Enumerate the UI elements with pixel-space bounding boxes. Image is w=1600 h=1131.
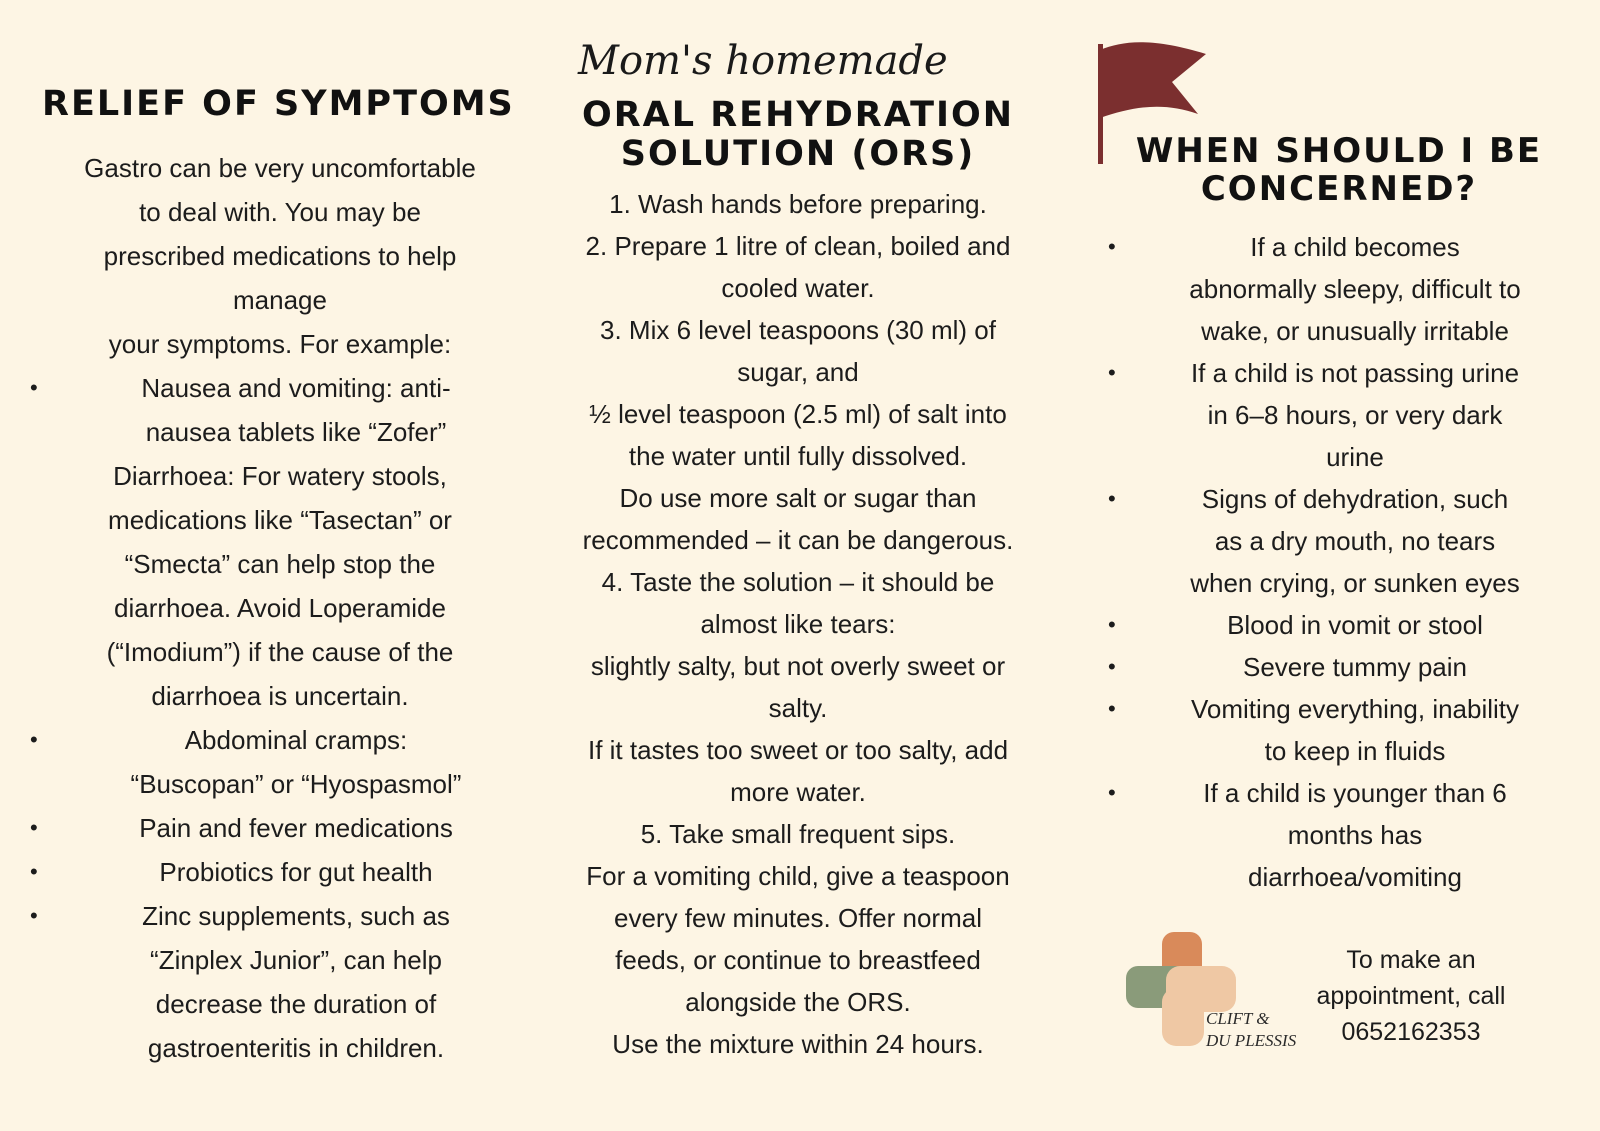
bullet-dot: • [30, 815, 38, 840]
diarrhoea-line: Diarrhoea: For watery stools, [113, 461, 447, 491]
bullet-text: Signs of dehydration, such [1201, 484, 1509, 514]
bullet-dot: • [1108, 486, 1116, 511]
bullet-dot: • [30, 903, 38, 928]
logo-wordmark [1206, 1008, 1296, 1052]
bullet-text: months has [1287, 820, 1423, 850]
concern-item-blood [1108, 604, 1570, 646]
bullet-text: Abdominal cramps: [184, 725, 408, 755]
bullet-text: “Buscopan” or “Hyospasmol” [130, 769, 462, 799]
bullet-dot: • [30, 859, 38, 884]
ors-line: slightly salty, but not overly sweet or [590, 651, 1006, 681]
ors-line: 1. Wash hands before preparing. [609, 189, 987, 219]
relief-intro-line: your symptoms. For example: [108, 329, 452, 359]
bullet-text: in 6–8 hours, or very dark [1207, 400, 1503, 430]
concern-item-sleepy [1108, 226, 1570, 352]
ors-line: almost like tears: [700, 609, 896, 639]
bullet-text: gastroenteritis in children. [147, 1033, 445, 1063]
ors-line: every few minutes. Offer normal [614, 903, 982, 933]
appointment-line1: To make an [1346, 946, 1476, 974]
ors-line: 4. Taste the solution – it should be [601, 567, 995, 597]
relief-intro-line: Gastro can be very uncomfortable [84, 153, 476, 183]
ors-line: cooled water. [721, 273, 875, 303]
concern-item-infant [1108, 772, 1570, 898]
appointment-info [1296, 942, 1526, 1050]
concern-title-line1: WHEN SHOULD I BE [1135, 131, 1543, 171]
bullet-dot: • [1108, 780, 1116, 805]
relief-bullet-zinc [30, 894, 530, 1070]
diarrhoea-line: diarrhoea. Avoid Loperamide [114, 593, 446, 623]
concern-item-urine [1108, 352, 1570, 478]
bullet-text: when crying, or sunken eyes [1190, 568, 1520, 598]
bullet-text: Vomiting everything, inability [1190, 694, 1520, 724]
diarrhoea-line: (“Imodium”) if the cause of the [106, 637, 454, 667]
logo-text-line2: DU PLESSIS [1206, 1031, 1297, 1050]
bullet-text: “Zinplex Junior”, can help [150, 945, 442, 975]
ors-line: 3. Mix 6 level teaspoons (30 ml) of [600, 315, 996, 345]
bullet-dot: • [1108, 654, 1116, 679]
ors-title-line1: ORAL REHYDRATION [581, 95, 1015, 135]
relief-intro-line: manage [233, 285, 327, 315]
ors-title-line2: SOLUTION (ORS) [620, 134, 976, 174]
relief-bullet-cramps [30, 718, 530, 806]
ors-title [548, 96, 1048, 174]
bullet-dot: • [30, 727, 38, 752]
ors-line: Use the mixture within 24 hours. [612, 1029, 984, 1059]
logo-text-line1: CLIFT & [1206, 1009, 1270, 1028]
concern-title-line2: CONCERNED? [1200, 169, 1478, 209]
relief-body [30, 146, 530, 1070]
bullet-text: urine [1326, 442, 1384, 472]
ors-line: recommended – it can be dangerous. [582, 525, 1014, 555]
ors-line: ½ level teaspoon (2.5 ml) of salt into [589, 399, 1007, 429]
concern-item-dehydration [1108, 478, 1570, 604]
bullet-text: to keep in fluids [1264, 736, 1446, 766]
bullet-text: Blood in vomit or stool [1227, 610, 1483, 640]
bullet-dot: • [1108, 612, 1116, 637]
bullet-dot: • [1108, 696, 1116, 721]
relief-bullet-nausea [30, 366, 530, 454]
concern-title [1108, 132, 1570, 208]
bullet-text: If a child is younger than 6 [1203, 778, 1507, 808]
appointment-phone[interactable]: 0652162353 [1341, 1018, 1481, 1046]
bullet-dot: • [1108, 234, 1116, 259]
bullet-text: Pain and fever medications [139, 813, 453, 843]
diarrhoea-line: “Smecta” can help stop the [124, 549, 436, 579]
relief-intro-line: to deal with. You may be [139, 197, 421, 227]
ors-line: If it tastes too sweet or too salty, add [587, 735, 1009, 765]
bullet-dot: • [1108, 360, 1116, 385]
ors-line: the water until fully dissolved. [628, 441, 968, 471]
concern-item-pain [1108, 646, 1570, 688]
appointment-line2: appointment, call [1316, 982, 1506, 1010]
ors-line: more water. [730, 777, 866, 807]
relief-title: RELIEF OF SYMPTOMS [42, 84, 515, 124]
diarrhoea-line: medications like “Tasectan” or [108, 505, 452, 535]
bullet-text: diarrhoea/vomiting [1248, 862, 1462, 892]
bullet-text: nausea tablets like “Zofer” [145, 417, 447, 447]
ors-line: Do use more salt or sugar than [619, 483, 977, 513]
bullet-text: as a dry mouth, no tears [1214, 526, 1496, 556]
ors-line: alongside the ORS. [685, 987, 911, 1017]
concern-item-vomiting [1108, 688, 1570, 772]
bullet-text: wake, or unusually irritable [1201, 316, 1509, 346]
ors-script-title: Mom's homemade [578, 38, 948, 84]
ors-line: 5. Take small frequent sips. [640, 819, 956, 849]
relief-bullet-probiotics [30, 850, 530, 894]
relief-bullet-pain [30, 806, 530, 850]
bullet-text: Zinc supplements, such as [142, 901, 450, 931]
bullet-text: Severe tummy pain [1243, 652, 1467, 682]
bullet-text: If a child is not passing urine [1190, 358, 1520, 388]
bullet-text: decrease the duration of [155, 989, 437, 1019]
bullet-text: Probiotics for gut health [159, 857, 433, 887]
concern-list [1108, 226, 1570, 898]
ors-line: sugar, and [737, 357, 859, 387]
ors-line: salty. [768, 693, 828, 723]
ors-line: feeds, or continue to breastfeed [615, 945, 981, 975]
ors-steps [548, 183, 1048, 1065]
bullet-text: abnormally sleepy, difficult to [1189, 274, 1521, 304]
diarrhoea-line: diarrhoea is uncertain. [151, 681, 409, 711]
relief-intro-line: prescribed medications to help [103, 241, 457, 271]
bullet-text: Nausea and vomiting: anti- [141, 373, 451, 403]
bullet-text: If a child becomes [1250, 232, 1460, 262]
ors-line: 2. Prepare 1 litre of clean, boiled and [585, 231, 1011, 261]
ors-line: For a vomiting child, give a teaspoon [586, 861, 1010, 891]
bullet-dot: • [30, 375, 38, 400]
